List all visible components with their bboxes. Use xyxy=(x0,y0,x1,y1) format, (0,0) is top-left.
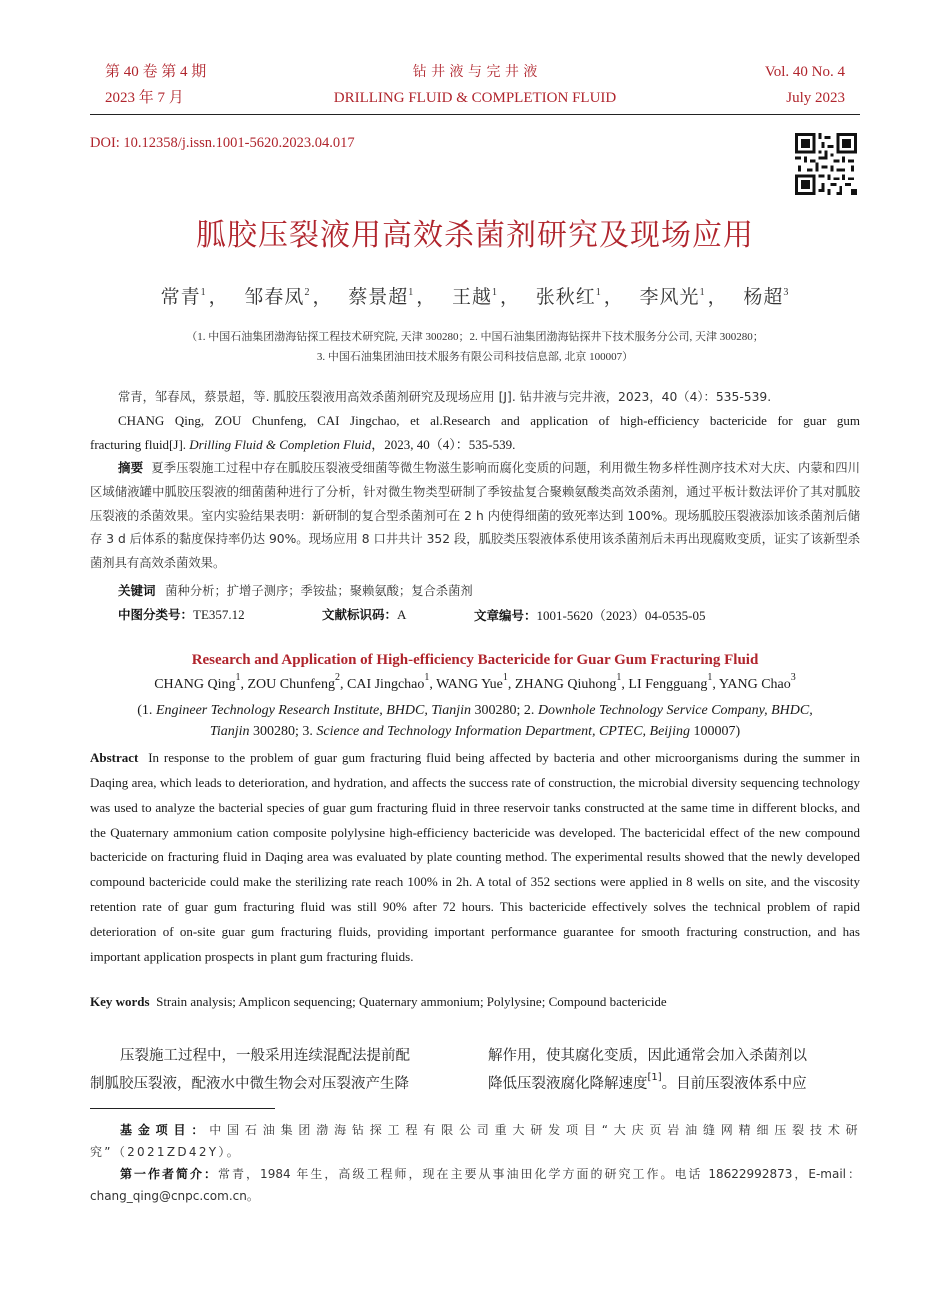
affiliation-cn-1: （1. 中国石油集团渤海钻探工程技术研究院, 天津 300280；2. 中国石油集团渤海钻探井下技术服务分公司, 天津 300280； xyxy=(186,331,764,343)
keywords-en: Key words Strain analysis; Amplicon sequencing; Quaternary ammonium; Polylysine; Compound bactericide xyxy=(90,994,667,1009)
author-cn: 李风光$^1$ xyxy=(639,287,706,308)
author-cn: 蔡景超$^1$ xyxy=(348,287,415,308)
authors-cn: 常青$^1$ ， 邹春凤$^2$ ， 蔡景超$^1$ ， 王越$^1$ ， 张秋红$^1$ ， 李风光$^1$ ， 杨超$^3$ xyxy=(160,287,790,308)
abstract-en: Abstract In response to the problem of guar gum fracturing fluid being affected by bacteria and other microorganisms during the summer in Daqing area, which leads to deterioration, and hydration, and affects the success rate of construction, the microbial diversity sequencing technology was used to analyze the bacterial species of guar gum fracturing fluid in three reservoir tanks constructed at the same time in different blocks, and the Quaternary ammonium cation composite polylysine high-efficiency bactericide was developed. The bactericidal effect of the new compound bactericide on fracturing fluid in Daqing area was evaluated by plate counting method. The experimental results showed that the newly developed compound bactericide could make the sterilizing rate reach 100% in 2h. A total of 352 sections were applied in 8 wells on site, and the viscosity retention rate of guar gum fracturing fluid was still 90% after 72 hours. This bactericide effectively solves the technical problem of rapid deterioration of on-site guar gum fracturing fluids, providing important performance guarantee for smooth fracturing construction, and has important application prospects in plant gum fracturing fluids. xyxy=(90,750,861,964)
author-cn: 张秋红$^1$ xyxy=(535,287,602,308)
journal-name-cn: 钻 井 液 与 完 井 液 xyxy=(412,64,538,80)
authors-en: CHANG Qing$^1$, ZOU Chunfeng$^2$, CAI Jingchao$^1$, WANG Yue$^1$, ZHANG Qiuhong$^1$, LI Fengguang$^1$, YANG Chao$^3$ xyxy=(154,672,796,692)
title-en: Research and Application of High-efficiency Bactericide for Guar Gum Fracturing Fluid xyxy=(191,652,759,668)
reference-1[interactable]: [1] xyxy=(647,1072,662,1083)
author-cn: 常青$^1$ xyxy=(160,287,207,308)
author-cn: 杨超$^3$ xyxy=(743,287,790,308)
footnote-rule xyxy=(90,1108,275,1109)
author-footnote: 第一作者简介：常青，1984 年生，高级工程师，现在主要从事油田化学方面的研究工作。电话 18622992873，E-mail：chang_qing@cnpc.com.cn。 xyxy=(90,1167,860,1203)
date-cn: 2023 年 7 月 xyxy=(105,90,184,106)
doi[interactable]: DOI: 10.12358/j.issn.1001-5620.2023.04.017 xyxy=(90,135,355,151)
citation-en: CHANG Qing, ZOU Chunfeng, CAI Jingchao, et al.Research and application of high-efficiency bactericide for guar gum fracturing fluid[J]. Drilling Fluid & Completion Fluid，2023, 40（4）：535-539. xyxy=(90,413,860,452)
keywords-cn: 关键词 菌种分析；扩增子测序；季铵盐；聚赖氨酸；复合杀菌剂 xyxy=(118,583,473,598)
header-rule xyxy=(90,114,860,115)
body-column-left: 压裂施工过程中，一般采用连续混配法提前配 制胍胶压裂液，配液水中微生物会对压裂液产生降 xyxy=(90,1048,410,1092)
date-en: July 2023 xyxy=(786,90,845,106)
citation-cn: 常青，邹春凤，蔡景超，等. 胍胶压裂液用高效杀菌剂研究及现场应用 [J]. 钻井液与完井液，2023，40（4）：535-539. xyxy=(118,390,772,404)
qr-code-icon[interactable] xyxy=(795,133,857,195)
author-cn: 邹春凤$^2$ xyxy=(244,287,311,308)
volume-issue-cn: 第 40 卷 第 4 期 xyxy=(105,64,207,80)
document-code: 文献标识码：A xyxy=(322,607,407,622)
clc-number: 中图分类号：TE357.12 xyxy=(118,607,245,622)
body-column-right: 解作用，使其腐化变质，因此通常会加入杀菌剂以 降低压裂液腐化降解速度[1]。目前压裂液体系中应 xyxy=(488,1048,807,1092)
volume-issue-en: Vol. 40 No. 4 xyxy=(764,64,845,80)
article-number: 文章编号：1001-5620（2023）04-0535-05 xyxy=(474,608,706,623)
abstract-cn: 摘要 夏季压裂施工过程中存在胍胶压裂液受细菌等微生物滋生影响而腐化变质的问题，利用微生物多样性测序技术对大庆、内蒙和四川区域储液罐中胍胶压裂液的细菌菌种进行了分析，针对微生物类型研制了季铵盐复合聚赖氨酸类高效杀菌剂，通过平板计数法评价了其对胍胶压裂液的杀菌效果。室内实验结果表明：新研制的复合型杀菌剂可在 2 h 内使得细菌的致死率达到 100%。现场胍胶压裂液添加该杀菌剂后储存 3 d 后体系的黏度保持率仍达 90%。现场应用 8 口井共计 352 段，胍胶类压裂液体系使用该杀菌剂后未再出现腐败变质，证实了该新型杀菌剂具有高效杀菌效果。 xyxy=(90,460,860,571)
journal-name-en: DRILLING FLUID & COMPLETION FLUID xyxy=(333,90,617,106)
affiliation-cn-2: 3. 中国石油集团油田技术服务有限公司科技信息部, 北京 100007） xyxy=(316,351,634,363)
author-cn: 王越$^1$ xyxy=(451,287,498,308)
page-title: 胍胶压裂液用高效杀菌剂研究及现场应用 xyxy=(196,218,754,253)
affiliation-en: (1. Engineer Technology Research Institute, BHDC, Tianjin 300280; 2. Downhole Technology Service Company, BHDC, Tianjin 300280; 3. Science and Technology Information Department, CPTEC, Beijing 100007) xyxy=(137,703,813,739)
funding-footnote: 基金项目：中国石油集团渤海钻探工程有限公司重大研发项目“大庆页岩油缝网精细压裂技术研究”（2021ZD42Y）。 xyxy=(90,1123,860,1159)
